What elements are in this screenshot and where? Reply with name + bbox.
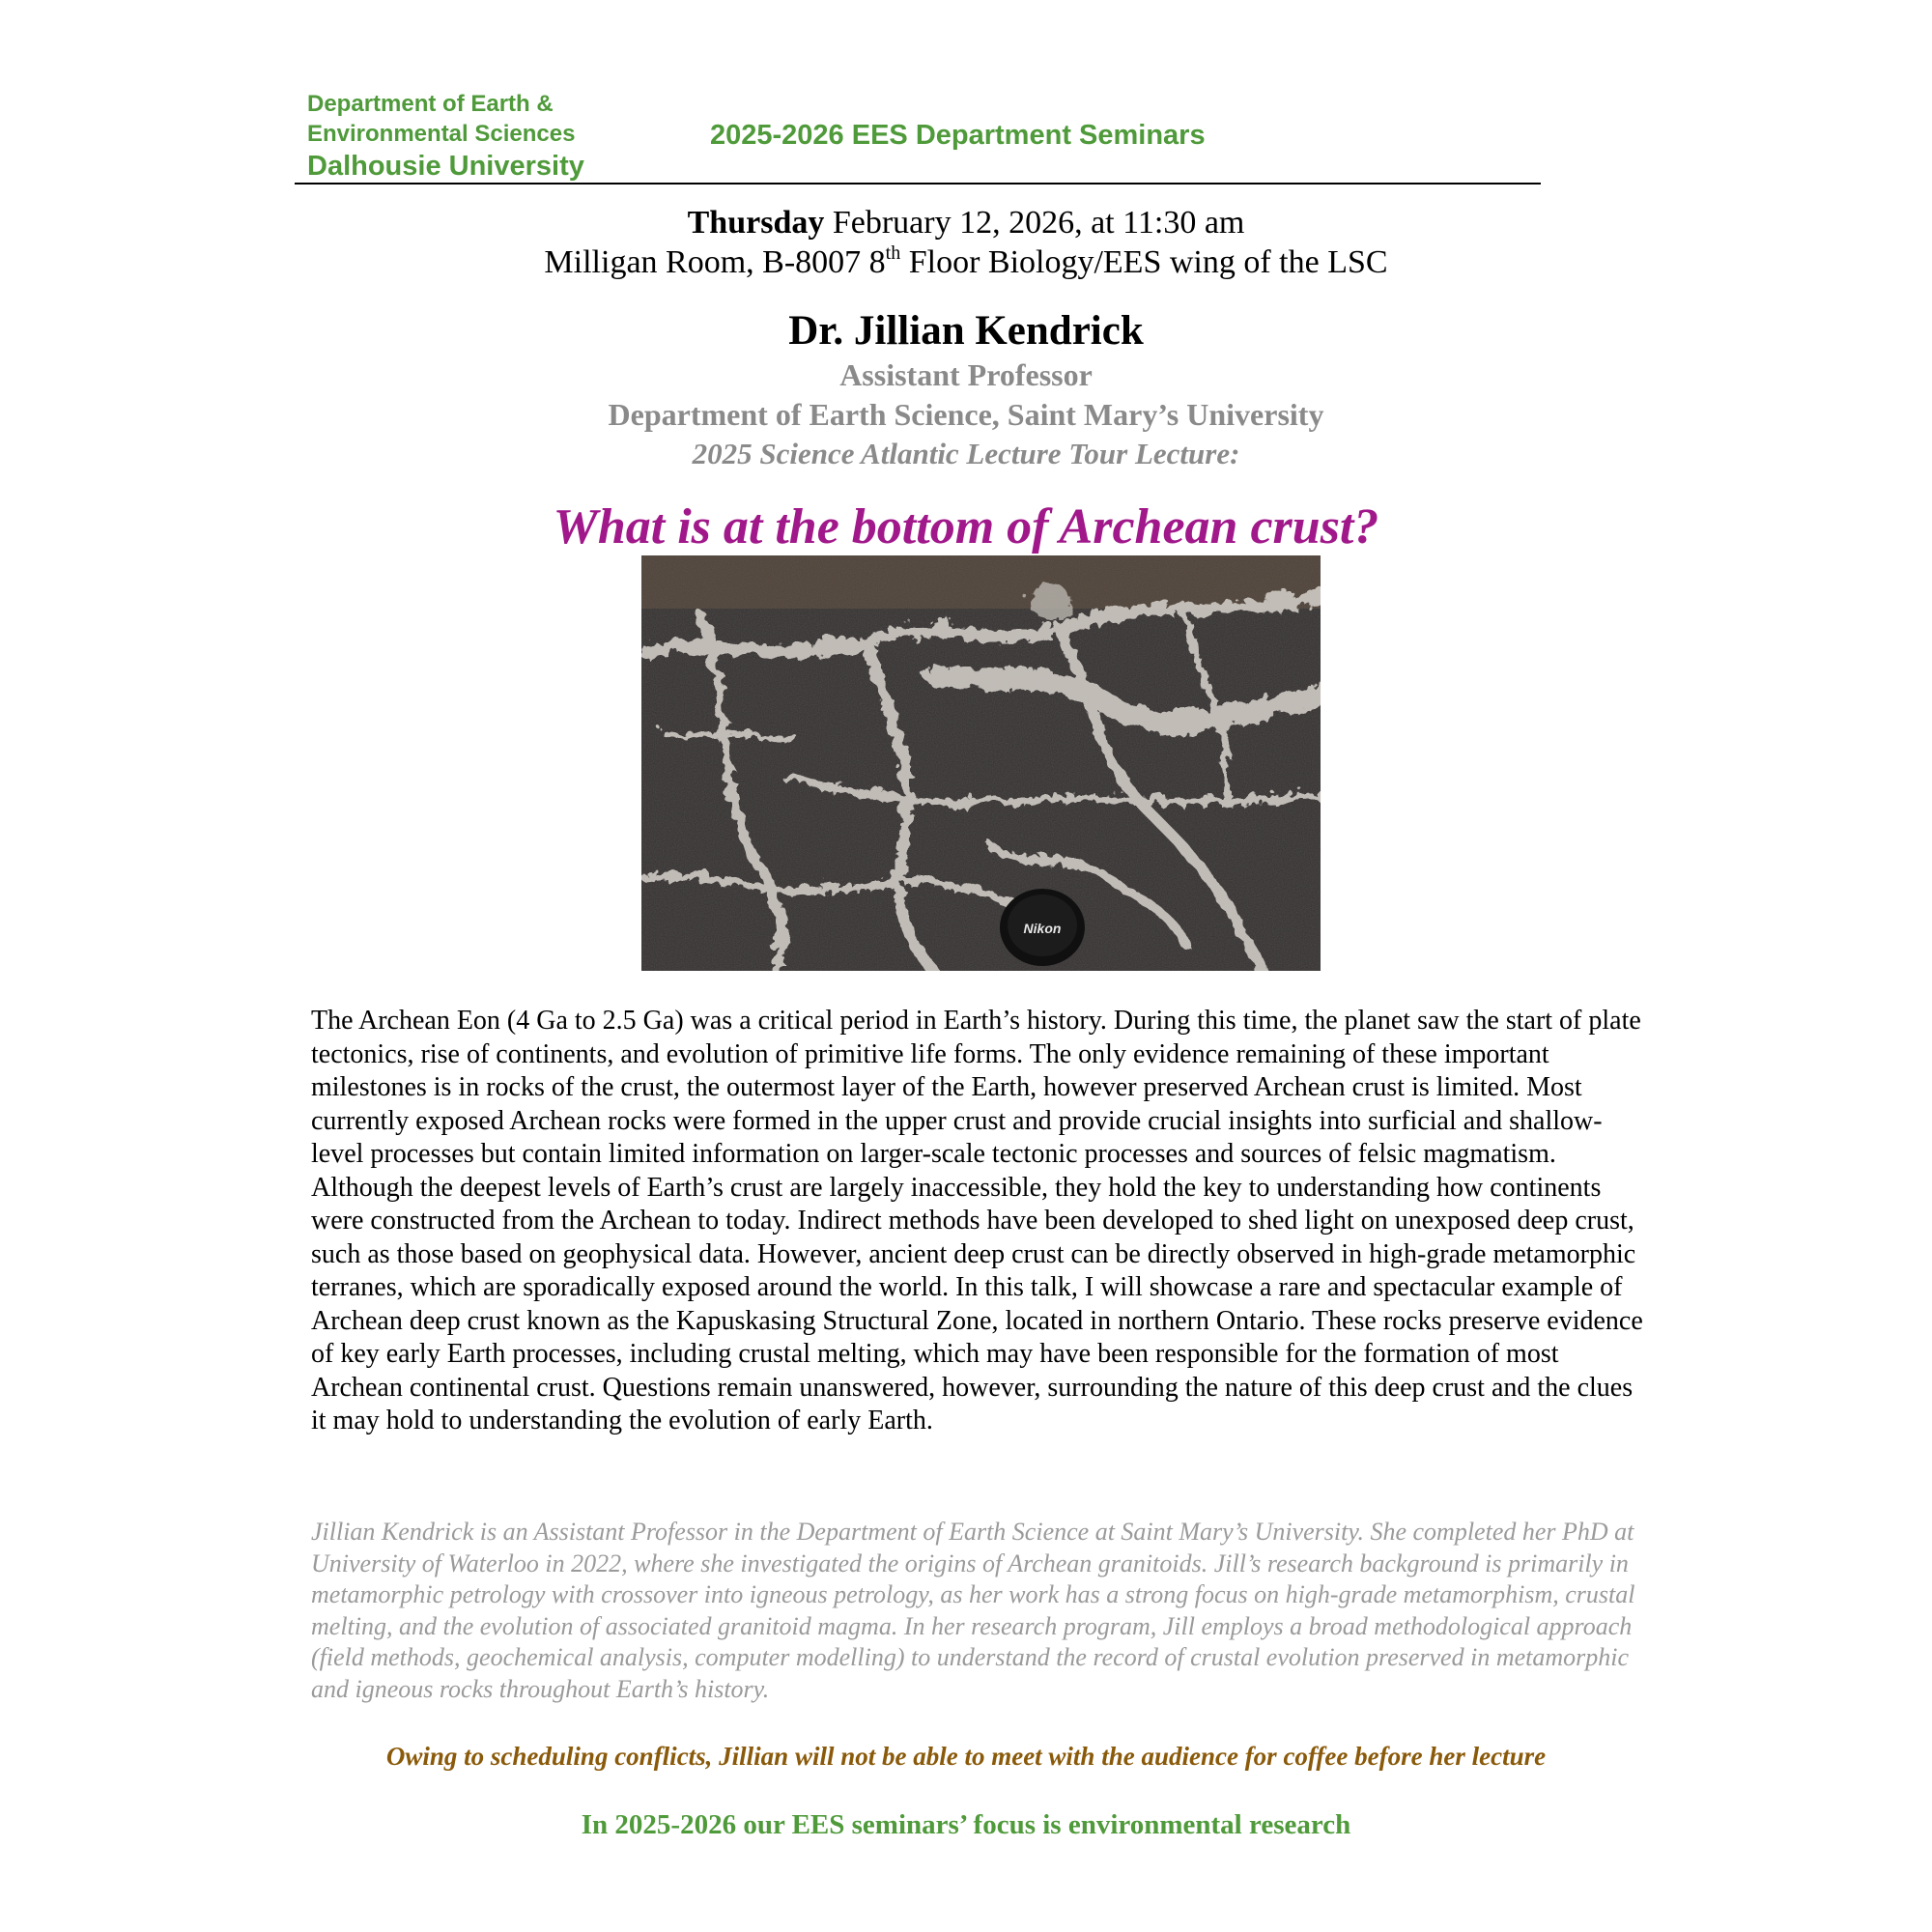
speaker-name: Dr. Jillian Kendrick	[788, 308, 1144, 354]
speaker-bio: Jillian Kendrick is an Assistant Professor in the Department of Earth Science at Saint Mary’s University. She completed her PhD at University of Waterloo in 2022, where she investigated the origins of Archean granitoids. Jill’s research background is primarily in metamorphic petrology with crossover into igneous petrology, as her work has a strong focus on high-grade metamorphism, crustal melting, and the evolution of associated granitoid magma. In her research program, Jill employs a broad methodological approach (field methods, geochemical analysis, computer modelling) to understand the record of crustal evolution preserved in metamorphic and igneous rocks throughout Earth’s history.	[311, 1518, 1635, 1703]
header-divider	[295, 183, 1541, 185]
speaker-role: Assistant Professor	[839, 357, 1093, 392]
lens-cap-brand: Nikon	[1023, 921, 1062, 936]
department-line-2: Environmental Sciences	[307, 121, 576, 147]
room-ordinal-suffix: th	[885, 242, 901, 264]
event-date-time: February 12, 2026, at 11:30 am	[824, 205, 1245, 241]
university-name: Dalhousie University	[307, 151, 584, 182]
scheduling-notice: Owing to scheduling conflicts, Jillian will not be able to meet with the audience for coffee before her lecture	[385, 1742, 1547, 1771]
event-date-line	[0, 205, 1932, 242]
rock-photo-illustration	[641, 555, 1321, 971]
department-line-1: Department of Earth &	[307, 91, 554, 117]
talk-title: What is at the bottom of Archean crust?	[553, 499, 1379, 554]
room-text-end: Floor Biology/EES wing of the LSC	[900, 244, 1388, 280]
lens-cap	[1000, 889, 1085, 966]
room-text-start: Milligan Room, B-8007 8	[544, 244, 886, 280]
seminar-series-title: 2025-2026 EES Department Seminars	[710, 120, 1206, 151]
speaker-affiliation: Department of Earth Science, Saint Mary’s University	[608, 397, 1324, 432]
event-location	[0, 244, 1932, 281]
talk-abstract: The Archean Eon (4 Ga to 2.5 Ga) was a critical period in Earth’s history. During this time, the planet saw the start of plate tectonics, rise of continents, and evolution of primitive life forms. The only evidence remaining of these important milestones is in rocks of the crust, the outermost layer of the Earth, however preserved Archean crust is limited. Most currently exposed Archean rocks were formed in the upper crust and provide crucial insights into surficial and shallow-level processes but contain limited information on larger-scale tectonic processes and sources of felsic magmatism. Although the deepest levels of Earth’s crust are largely inaccessible, they hold the key to understanding how continents were constructed from the Archean to today. Indirect methods have been developed to shed light on unexposed deep crust, such as those based on geophysical data. However, ancient deep crust can be directly observed in high-grade metamorphic terranes, which are sporadically exposed around the world. In this talk, I will showcase a rare and spectacular example of Archean deep crust known as the Kapuskasing Structural Zone, located in northern Ontario. These rocks preserve evidence of key early Earth processes, including crustal melting, which may have been responsible for the formation of most Archean continental crust. Questions remain unanswered, however, surrounding the nature of this deep crust and the clues it may hold to understanding the evolution of early Earth.	[311, 1006, 1643, 1435]
rock-outcrop-photo	[641, 555, 1321, 971]
event-day: Thursday	[687, 205, 825, 241]
seminar-focus-note: In 2025-2026 our EES seminars’ focus is environmental research	[581, 1809, 1351, 1840]
lecture-tour-label: 2025 Science Atlantic Lecture Tour Lecture:	[692, 437, 1240, 470]
department-block	[307, 89, 584, 184]
